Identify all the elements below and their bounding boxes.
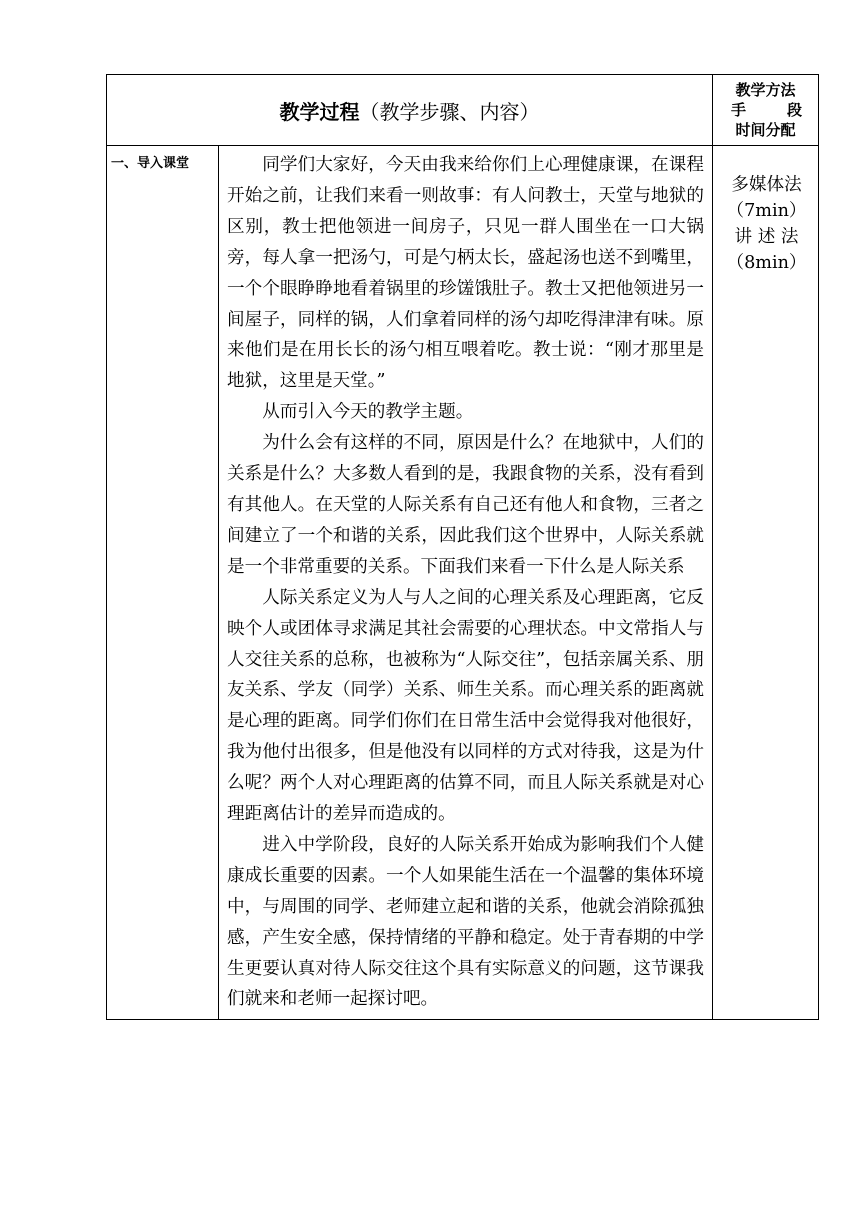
content-paragraph-2: 从而引入今天的教学主题。 [262, 402, 474, 423]
content-paragraph-1: 同学们大家好，今天由我来给你们上心理健康课，在课程开始之前，让我们来看一则故事：有人问教士，天堂与地狱的区别，教士把他领进一间房子，只见一群人围坐在一口大锅旁，每人拿一把汤勺，可是勺柄太长，盛起汤也送不到嘴里，一个个眼睁睁地看着锅里的珍馐饿肚子。教士又把他领进另一间屋子，同样的锅，人们拿着同样的汤勺却吃得津津有味。原来他们是在用长长的汤勺相互喂着吃。教士说：“刚才那里是地狱，这里是天堂。” [227, 155, 704, 392]
header-title: 教学过程 [279, 99, 360, 124]
lesson-plan-table [106, 74, 819, 1020]
method-2: 讲 述 法 [734, 227, 799, 247]
header-methods-cell [713, 75, 819, 146]
header-title-cell [107, 75, 713, 146]
method-1-time: （7min） [726, 201, 807, 221]
method-1: 多媒体法 [731, 175, 802, 195]
content-paragraph-4: 人际关系定义为人与人之间的心理关系及心理距离，它反映个人或团体寻求满足其社会需要的心理状态。中文常指人与人交往关系的总称，也被称为“人际交往”，包括亲属关系、朋友关系、学友（同学）关系、师生关系。而心理关系的距离就是心理的距离。同学们你们在日常生活中会觉得我对他很好，我为他付出很多，但是他没有以同样的方式对待我，这是为什么呢？两个人对心理距离的估算不同，而且人际关系就是对心理距离估计的差异而造成的。 [227, 587, 704, 825]
content-paragraph-5: 进入中学阶段，良好的人际关系开始成为影响我们个人健康成长重要的因素。一个人如果能生活在一个温馨的集体环境中，与周围的同学、老师建立起和谐的关系，他就会消除孤独感，产生安全感，保持情绪的平静和稳定。处于青春期的中学生更要认真对待人际交往这个具有实际意义的问题，这节课我们就来和老师一起探讨吧。 [227, 834, 704, 1010]
header-methods-line2-right: 段 [786, 101, 802, 119]
table-row [107, 146, 819, 1020]
header-methods-line2-left: 手 [731, 101, 747, 119]
method-2-time: （8min） [726, 253, 807, 273]
table-header-row [107, 75, 819, 146]
header-methods-line1: 教学方法 [735, 81, 796, 99]
header-methods-line2 [715, 100, 816, 120]
header-title-subtitle: （教学步骤、内容） [359, 99, 540, 124]
methods-cell [713, 146, 819, 1020]
header-methods-line3: 时间分配 [735, 121, 796, 139]
section-label: 一、导入课堂 [107, 146, 219, 1020]
content-paragraph-3: 为什么会有这样的不同，原因是什么？在地狱中，人们的关系是什么？大多数人看到的是，我跟食物的关系，没有看到有其他人。在天堂的人际关系有自己还有他人和食物，三者之间建立了一个和谐的关系，因此我们这个世界中，人际关系就是一个非常重要的关系。下面我们来看一下什么是人际关系 [227, 433, 704, 577]
section-content [219, 146, 713, 1020]
